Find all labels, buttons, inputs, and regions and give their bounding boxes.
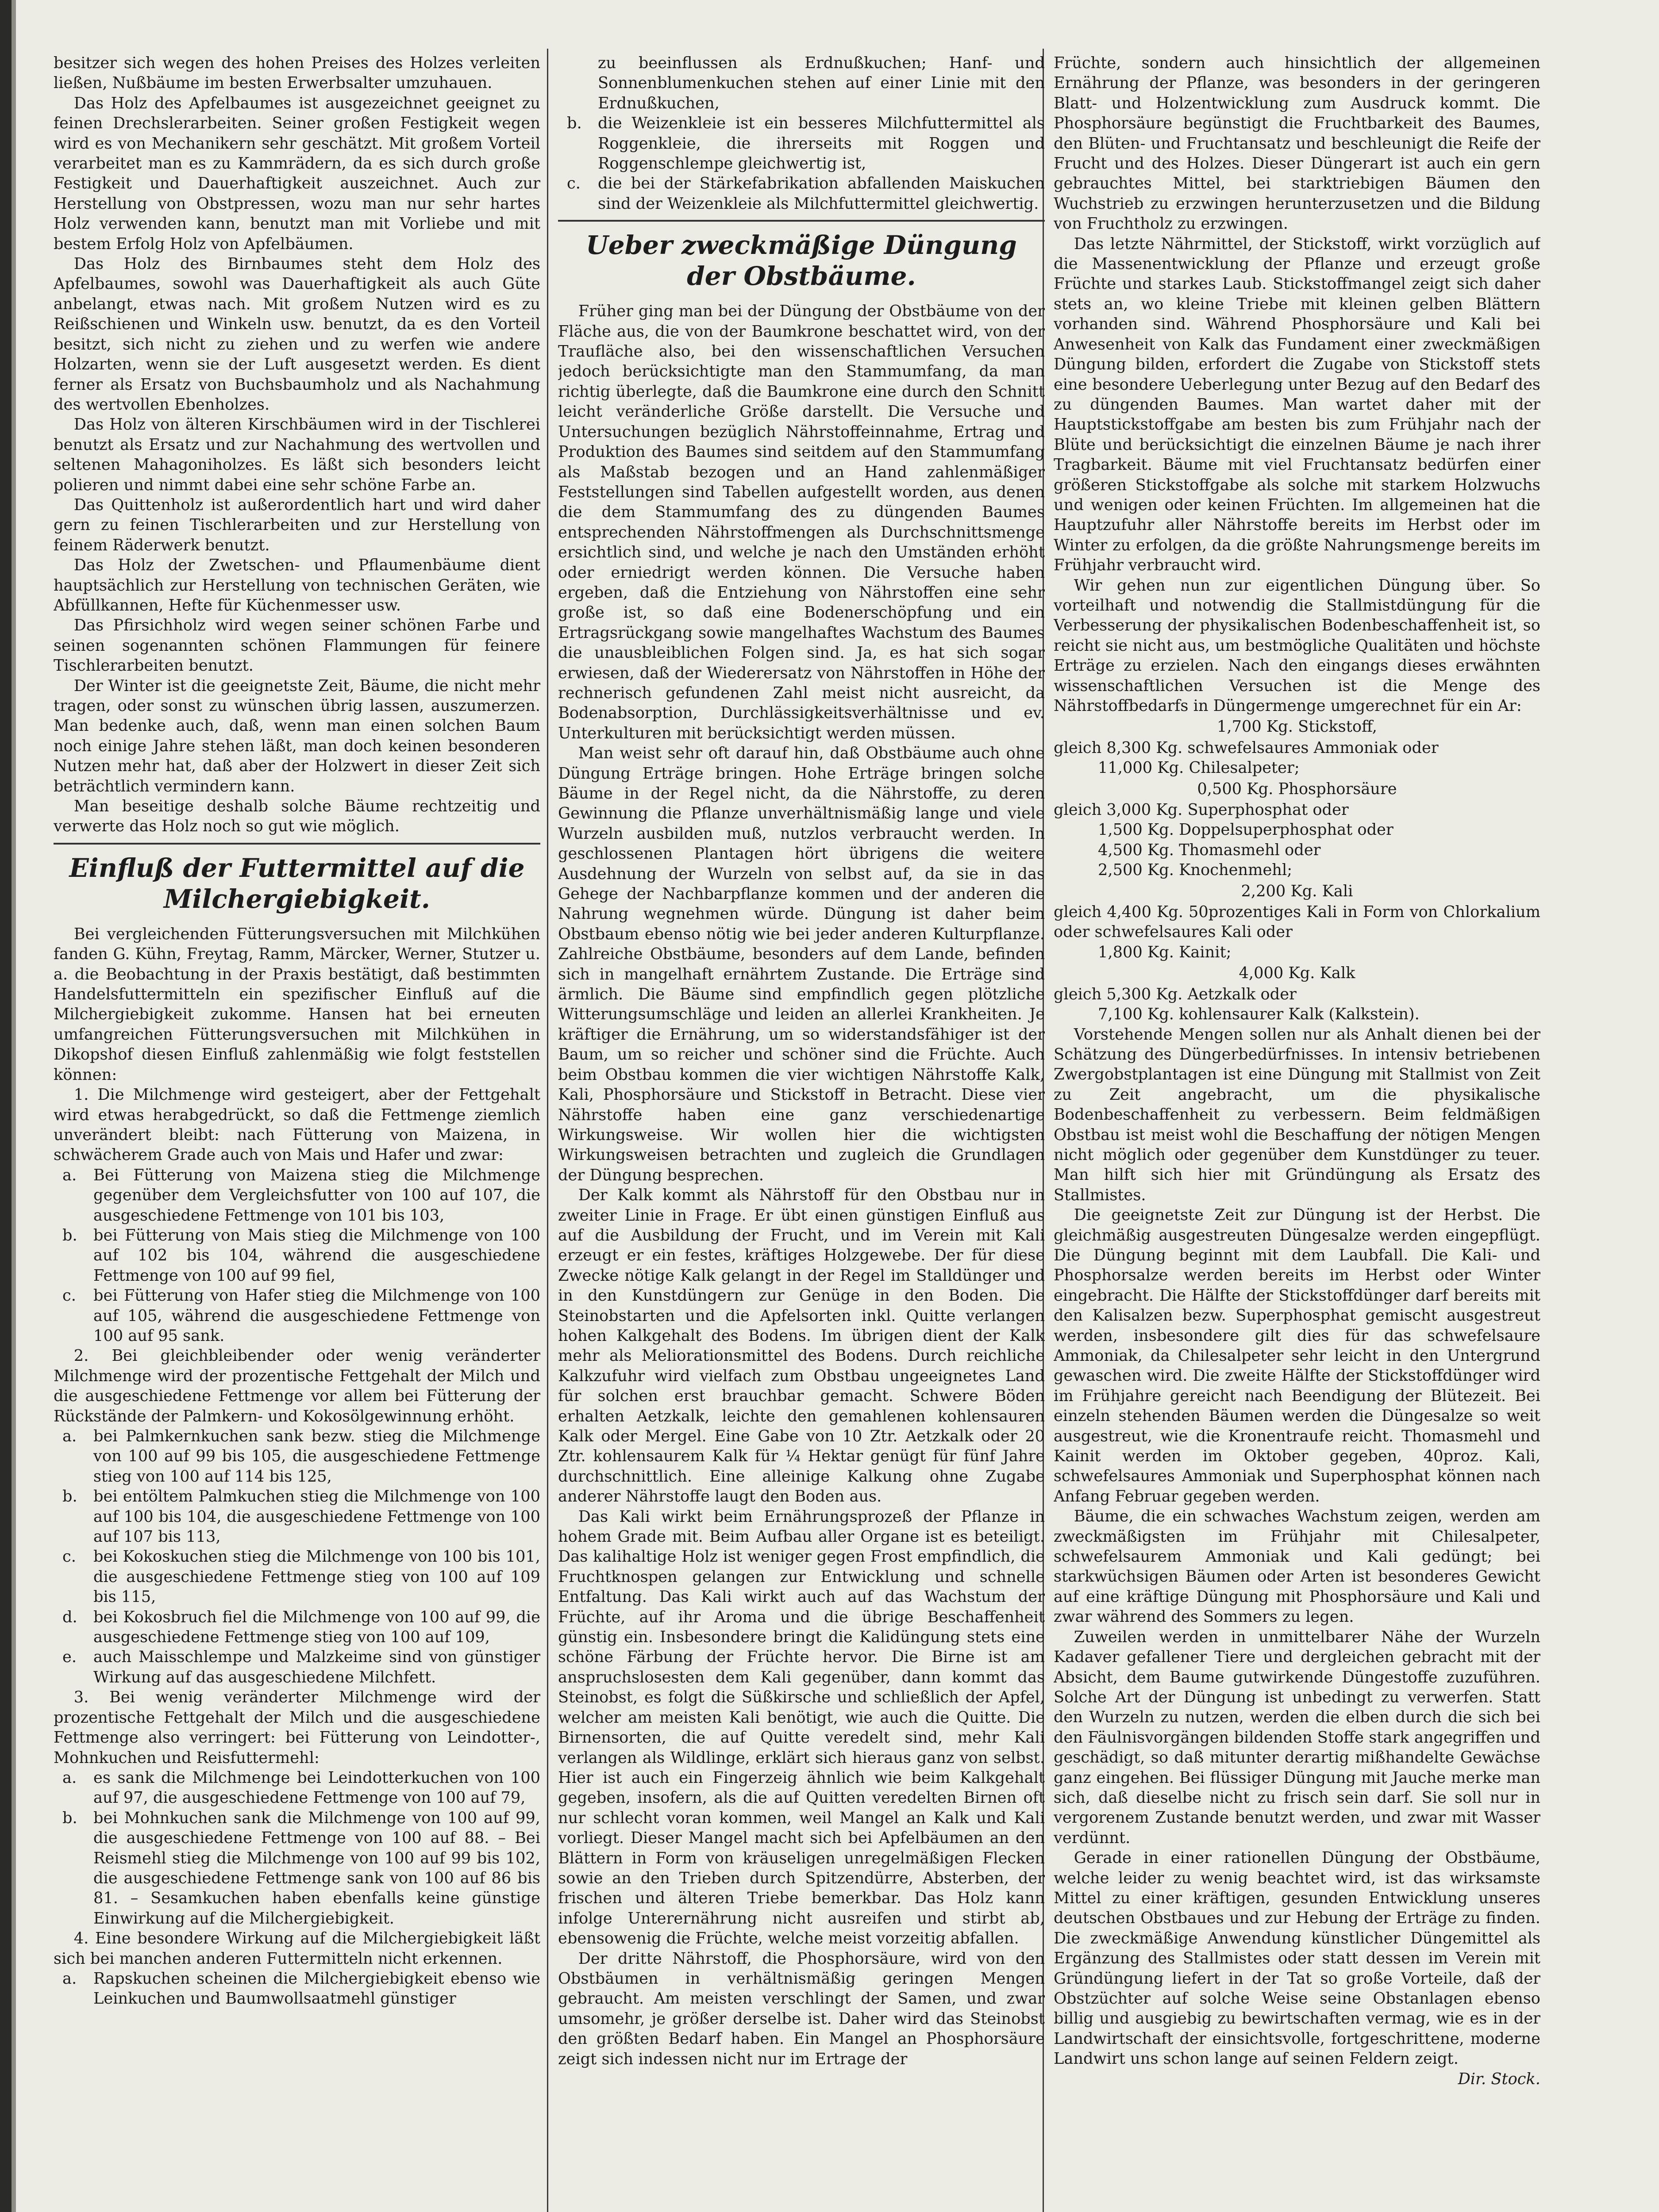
section-divider <box>558 220 1045 222</box>
list-item: e. auch Maisschlempe und Malzkeime sind von günstiger Wirkung auf das ausgeschiedene Milchfett. <box>62 1648 540 1686</box>
list-point-2 <box>54 1426 540 1687</box>
paragraph: Der Winter ist die geeignetste Zeit, Bäume, die nicht mehr tragen, oder sonst zu wünschen übrig lassen, auszumerzen. Man bedenke auch, daß, wenn man einen solchen Baum noch einige Jahre stehen läßt, man doch keinen besonderen Nutzen mehr hat, daß aber der Holzwert in dieser Zeit sich beträchtlich vermindern kann. <box>54 676 540 795</box>
list-item: b. bei Fütterung von Mais stieg die Milchmenge von 100 auf 102 bis 104, während die ausgeschiedene Fettmenge von 100 auf 99 fiel, <box>62 1226 540 1285</box>
paragraph: Bäume, die ein schwaches Wachstum zeigen, werden am zweckmäßigsten im Frühjahr mit Chilesalpeter, schwefelsaurem Ammoniak und Kali gedüngt; bei starkwüchsigen Bäumen oder Arten ist besonderes Gewicht auf eine kräftige Düngung mit Phosphorsäure und Kali und zwar während des Sommers zu legen. <box>1054 1507 1540 1626</box>
list-point-4 <box>54 1969 540 2009</box>
paragraph: Das Holz des Birnbaumes steht dem Holz des Apfelbaumes, sowohl was Dauerhaftigkeit als auch Güte anbelangt, etwas nach. Mit großem Nutzen wird es zu Reißschienen und Winkeln usw. benutzt, da es den Vorteil besitzt, sich nicht zu ziehen und zu werfen wie andere Holzarten, wenn sie der Luft ausgesetzt werden. Es dient ferner als Ersatz von Buchsbaumholz und als Nachahmung des wertvollen Ebenholzes. <box>54 255 540 414</box>
amount-line: gleich 8,300 Kg. schwefelsaures Ammoniak oder <box>1054 738 1439 757</box>
paragraph: Das Pfirsichholz wird wegen seiner schönen Farbe und seinen sogenannten schönen Flammungen für feinere Tischlerarbeiten benutzt. <box>54 616 540 675</box>
paragraph: Früher ging man bei der Düngung der Obstbäume von der Fläche aus, die von der Baumkrone beschattet wird, von der Traufläche also, bei den wissenschaftlichen Versuchen jedoch berücksichtigte man den Stammumfang, da man richtig überlegte, daß die Baumkrone eine durch den Schnitt leicht veränderliche Größe darstellt. Die Versuche und Untersuchungen bezüglich Nährstoffeinnahme, Ertrag und Produktion des Baumes sind seitdem auf den Stammumfang als Maßstab bezogen und an Hand zahlenmäßiger Feststellungen sind Tabellen aufgestellt worden, aus denen die dem Stammumfang des zu düngenden Baumes entsprechenden Nährstoffmengen als Durchschnittsmenge ersichtlich sind, und welche je nach den Umständen erhöht oder erniedrigt werden können. Die Versuche haben ergeben, daß die Entziehung von Nährstoffen eine sehr große ist, so daß eine Bodenerschöpfung und ein Ertragsrückgang sowie mangelhaftes Wachstum des Baumes die unausbleiblichen Folgen sind. Ja, es hat sich sogar erwiesen, daß der Wiederersatz von Nährstoffen in Höhe der rechnerisch gefundenen Zahl meist nicht ausreicht, da Bodenabsorption, Durchlässigkeitsverhältnisse und ev. Unterkulturen mit berücksichtigt werden müssen. <box>558 302 1045 742</box>
column-3 <box>1054 53 1540 2212</box>
list-item: c. die bei der Stärkefabrikation abfallenden Maiskuchen sind der Weizenkleie als Milchfuttermittel gleichwertig. <box>567 174 1045 213</box>
paragraph: Das Holz des Apfelbaumes ist ausgezeichnet geeignet zu feinen Drechslerarbeiten. Seiner großen Festigkeit wegen wird es von Mechanikern sehr geschätzt. Mit großem Vorteil verarbeitet man es zu Kammrädern, da es sich durch große Festigkeit und Dauerhaftigkeit auszeichnet. Auch zur Herstellung von Obstpressen, wozu man nur sehr hartes Holz verwenden kann, benutzt man mit Vorliebe und mit bestem Erfolg Holz von Apfelbäumen. <box>54 94 540 253</box>
paragraph: Der dritte Nährstoff, die Phosphorsäure, wird von den Obstbäumen in verhältnismäßig geringen Mengen gebraucht. Am meisten verschlingt der Samen, und zwar umsomehr, je größer derselbe ist. Daher wird das Steinobst den größten Bedarf haben. Ein Mangel an Phosphorsäure zeigt sich indessen nicht nur im Ertrage der <box>558 1949 1045 2068</box>
list-item: a. Rapskuchen scheinen die Milchergiebigkeit ebenso wie Leinkuchen und Baumwollsaatmehl günstiger <box>62 1969 540 2008</box>
list-item: b. die Weizenkleie ist ein besseres Milchfuttermittel als Roggenkleie, die ihrerseits mit Roggen und Roggenschlempe gleichwertig ist, <box>567 114 1045 173</box>
paragraph: Die geeignetste Zeit zur Düngung ist der Herbst. Die gleichmäßig ausgestreuten Düngesalze werden eingepflügt. Die Düngung beginnt mit dem Laubfall. Die Kali- und Phosphorsalze werden bereits im Herbst oder Winter eingebracht. Die Hälfte der Stickstoffdünger darf bereits mit den Kalisalzen bezw. Superphosphat gemischt ausgestreut werden, insbesondere gilt dies für das schwefelsaure Ammoniak, da Chilesalpeter sehr leicht in den Untergrund gewaschen wird. Die zweite Hälfte der Stickstoffdünger wird im Frühjahre gereicht nach Beendigung der Blütezeit. Bei einzeln stehenden Bäumen werden die Düngesalze so weit ausgestreut, wie die Kronentraufe reicht. Thomasmehl und Kainit werden im Oktober gegeben, 40proz. Kali, schwefelsaures Ammoniak und Superphosphat können nach Anfang Februar gegeben werden. <box>1054 1206 1540 1505</box>
amount-line: 4,500 Kg. Thomasmehl oder <box>1098 841 1321 859</box>
paragraph: Zuweilen werden in unmittelbarer Nähe der Wurzeln Kadaver gefallener Tiere und dergleichen gebracht mit der Absicht, dem Baume gutwirkende Düngestoffe zuzuführen. Solche Art der Düngung ist unbedingt zu verwerfen. Statt den Wurzeln zu nutzen, werden die elben durch die sich bei den Fäulnisvorgängen bildenden Stoffe stark angegriffen und geschädigt, so daß mitunter derartig mißhandelte Gewächse ganz eingehen. Bei flüssiger Düngung mit Jauche merke man sich, daß dieselbe nicht zu frisch sein darf. Sie soll nur in vergorenem Zustande benutzt werden, und zwar mit Wasser verdünnt. <box>1054 1628 1540 1847</box>
nutrient-heading: 1,700 Kg. Stickstoff, <box>1217 718 1377 736</box>
amount-line: 1,800 Kg. Kainit; <box>1098 943 1232 961</box>
paragraph: Bei vergleichenden Fütterungsversuchen mit Milchkühen fanden G. Kühn, Freytag, Ramm, Märcker, Werner, Stutzer u. a. die Beobachtung in der Praxis bestätigt, daß bestimmten Handelsfuttermitteln ein spezifischer Einfluß auf die Milchergiebigkeit zukomme. Hansen hat bei erneuten umfangreichen Fütterungsversuchen mit Milchkühen in Dikopshof diesen Einfluß zahlenmäßig wie folgt feststellen können: <box>54 925 540 1084</box>
list-point-3 <box>54 1768 540 1928</box>
paragraph: besitzer sich wegen des hohen Preises des Holzes verleiten ließen, Nußbäume im besten Erwerbsalter umzuhauen. <box>54 54 540 92</box>
column-1 <box>54 53 540 2212</box>
list-item: c. bei Fütterung von Hafer stieg die Milchmenge von 100 auf 105, während die ausgeschiedene Fettmenge von 100 auf 95 sank. <box>62 1286 540 1345</box>
article-heading-duengung: Ueber zweckmäßige Düngung der Obstbäume. <box>586 230 1017 292</box>
paragraph: Gerade in einer rationellen Düngung der Obstbäume, welche leider zu wenig beachtet wird, ist das wirksamste Mittel zu einer kräftigen, gesunden Entwicklung unseres deutschen Obstbaues und zur Hebung der Erträge zu finden. Die zweckmäßige Anwendung künstlicher Düngemittel als Ergänzung des Stallmistes oder statt dessen im Verein mit Gründüngung liefert in der Tat so große Vorteile, daß der Obstzüchter auf solche Weise seine Obstanlagen ebenso billig und ausgiebig zu bewirtschaften vermag, wie es in der Landwirtschaft der einsichtsvolle, fortgeschrittene, moderne Landwirt uns schon lange auf seinen Feldern zeigt. <box>1054 1849 1540 2068</box>
amount-line: gleich 3,000 Kg. Superphosphat oder <box>1054 801 1349 819</box>
amount-line: 2,500 Kg. Knochenmehl; <box>1098 861 1293 879</box>
paragraph: 3. Bei wenig veränderter Milchmenge wird der prozentische Fettgehalt der Milch und die ausgeschiedene Fettmenge also verringert: bei Fütterung von Leindotter-, Mohnkuchen und Reisfuttermehl: <box>54 1688 540 1767</box>
list-point-1 <box>54 1165 540 1346</box>
nutrient-heading: 0,500 Kg. Phosphorsäure <box>1197 780 1397 798</box>
author-signature: Dir. Stock. <box>1458 2070 1540 2088</box>
paragraph: Das letzte Nährmittel, der Stickstoff, wirkt vorzüglich auf die Massenentwicklung der Pflanze und erzeugt große Früchte und starkes Laub. Stickstoffmangel zeigt sich daher stets an, wo kleine Triebe mit kleinen gelben Blättern vorhanden sind. Während Phosphorsäure und Kali bei Anwesenheit von Kalk das Fundament einer zweckmäßigen Düngung bilden, erfordert die Zugabe von Stickstoff stets eine besondere Ueberlegung unter Bezug auf den Bedarf des zu düngenden Baumes. Man wartet daher mit der Hauptstickstoffgabe am besten bis zum Frühjahr nach der Blüte und berücksichtigt die einzelnen Bäume je nach ihrer Tragbarkeit. Bäume mit viel Fruchtansatz bedürfen einer größeren Stickstoffgabe als solche mit starkem Holzwuchs und wenigen oder keinen Früchten. Im allgemeinen hat die Hauptzufuhr aller Nährstoffe bereits im Herbst oder im Winter zu erfolgen, da die größte Nahrungsmenge bereits im Frühjahr verbraucht wird. <box>1054 234 1540 575</box>
wood-article-continuation <box>54 53 540 837</box>
amount-line: 1,500 Kg. Doppelsuperphosphat oder <box>1098 821 1393 839</box>
book-spine-shadow <box>0 0 12 2212</box>
amount-line: 7,100 Kg. kohlensaurer Kalk (Kalkstein). <box>1098 1005 1420 1024</box>
paragraph: Das Kali wirkt beim Ernährungsprozeß der Pflanze in hohem Grade mit. Beim Aufbau aller Organe ist es beteiligt. Das kalihaltige Holz ist weniger gegen Frost empfindlich, die Fruchtknospen gelangen zur Entwicklung und schnelle Entfaltung. Das Kali wirkt auch auf das Wachstum der Früchte, auf ihr Aroma und die übrige Beschaffenheit günstig ein. Insbesondere bringt die Kalidüngung stets eine schöne Färbung der Früchte hervor. Die Birne ist am anspruchslosesten dem Kali gegenüber, dann kommt das Steinobst, es folgt die Süßkirsche und schließlich der Apfel, welcher am meisten Kali benötigt, wie auch die Quitte. Die Birnensorten, die auf Quitte veredelt sind, mehr Kali verlangen als Wildlinge, erklärt sich hieraus ganz von selbst. Hier ist auch ein Fingerzeig ähnlich wie beim Kalkgehalt gegeben, insofern, als die auf Quitten veredelten Birnen oft nur schlecht voran kommen, weil Mangel an Kalk und Kali vorliegt. Dieser Mangel macht sich bei Apfelbäumen an den Blättern in Form von kräuseligen unregelmäßigen Flecken sowie an den Trieben durch Spitzendürre, Absterben, der frischen und älteren Triebe bemerkbar. Das Holz kann infolge Unterernährung nicht ausreifen und stirbt ab, ebensowenig die Früchte, welche meist vorzeitig abfallen. <box>558 1507 1045 1948</box>
list-item: a. bei Palmkernkuchen sank bezw. stieg die Milchmenge von 100 auf 99 bis 105, die ausgeschiedene Fettmenge stieg von 100 auf 114 bis 125, <box>62 1427 540 1486</box>
list-item: b. bei entöltem Palmkuchen stieg die Milchmenge von 100 auf 100 bis 104, die ausgeschiedene Fettmenge von 100 auf 107 bis 113, <box>62 1487 540 1546</box>
amount-line: 11,000 Kg. Chilesalpeter; <box>1098 759 1300 777</box>
nutrient-heading: 2,200 Kg. Kali <box>1241 882 1353 900</box>
list-item: d. bei Kokosbruch fiel die Milchmenge von 100 auf 99, die ausgeschiedene Fettmenge stieg von 100 auf 109, <box>62 1608 540 1647</box>
fertilizer-amounts-table <box>1054 717 1540 1024</box>
paragraph: Wir gehen nun zur eigentlichen Düngung über. So vorteilhaft und notwendig die Stallmistdüngung für die Verbesserung der physikalischen Bodenbeschaffenheit ist, so reicht sie nicht aus, um bestmögliche Qualitäten und höchste Erträge zu erzielen. Nach den eingangs dieses erwähnten wissenschaftlichen Versuchen ist die Menge des Nährstoffbedarfs in Düngermenge umgerechnet für ein Ar: <box>1054 576 1540 715</box>
paragraph: 2. Bei gleichbleibender oder wenig veränderter Milchmenge wird der prozentische Fettgehalt der Milch und die ausgeschiedene Fettmenge vor allem bei Fütterung der Rückstände der Palmkern- und Kokosölgewinnung erhöht. <box>54 1347 540 1425</box>
book-spine-edge <box>12 0 16 2212</box>
paragraph: Man beseitige deshalb solche Bäume rechtzeitig und verwerte das Holz noch so gut wie möglich. <box>54 797 540 836</box>
paragraph: 1. Die Milchmenge wird gesteigert, aber der Fettgehalt wird etwas herabgedrückt, so daß die Fettmenge ziemlich unverändert bleibt: nach Fütterung von Maizena, in schwächerem Grade auch von Mais und Hafer und zwar: <box>54 1086 540 1164</box>
list-item: a. Bei Fütterung von Maizena stieg die Milchmenge gegenüber dem Vergleichsfutter von 100 auf 107, die ausgeschiedene Fettmenge von 101 bis 103, <box>62 1166 540 1225</box>
paragraph: Der Kalk kommt als Nährstoff für den Obstbau nur in zweiter Linie in Frage. Er übt einen günstigen Einfluß aus auf die Ausbildung der Frucht, und im Verein mit Kali erzeugt er ein festes, kräftiges Holzgewebe. Der für diese Zwecke nötige Kalk gelangt in der Regel im Stalldünger und in den Kunstdüngern zur Genüge in den Boden. Die Steinobstarten und die Apfelsorten inkl. Quitte verlangen hohen Kalkgehalt des Bodens. Im übrigen dient der Kalk mehr als Meliorationsmittel des Bodens. Durch reichliche Kalkzufuhr wird vielfach zum Obstbau ungeeignetes Land für solchen erst brauchbar gemacht. Schwere Böden erhalten Aetzkalk, leichte den gemahlenen kohlensauren Kalk oder Mergel. Eine Gabe von 10 Ztr. Aetzkalk oder 20 Ztr. kohlensaurem Kalk für ¼ Hektar genügt für fünf Jahre durchschnittlich. Eine alleinige Kalkung ohne Zugabe anderer Nährstoffe laugt den Boden aus. <box>558 1186 1045 1506</box>
paragraph: 4. Eine besondere Wirkung auf die Milchergiebigkeit läßt sich bei manchen anderen Futtermitteln nicht erkennen. <box>54 1929 540 1968</box>
nutrient-heading: 4,000 Kg. Kalk <box>1239 964 1355 983</box>
list-item: zu beeinflussen als Erdnußkuchen; Hanf- und Sonnenblumenkuchen stehen auf einer Linie mit den Erdnußkuchen, <box>598 54 1045 112</box>
list-item: c. bei Kokoskuchen stieg die Milchmenge von 100 bis 101, die ausgeschiedene Fettmenge stieg von 100 auf 109 bis 115, <box>62 1548 540 1606</box>
article-heading-futtermittel: Einfluß der Futtermittel auf die Milchergiebigkeit. <box>69 853 525 914</box>
column-2 <box>558 53 1045 2212</box>
paragraph: Das Quittenholz ist außerordentlich hart und wird daher gern zu feinen Tischlerarbeiten und zur Herstellung von feinem Räderwerk benutzt. <box>54 495 540 554</box>
amount-line: gleich 5,300 Kg. Aetzkalk oder <box>1054 985 1297 1003</box>
paragraph: Vorstehende Mengen sollen nur als Anhalt dienen bei der Schätzung des Düngerbedürfnisses. In intensiv betriebenen Zwergobstplantagen ist eine Düngung mit Stallmist von Zeit zu Zeit angebracht, um die physikalische Bodenbeschaffenheit zu verbessern. Beim feldmäßigen Obstbau ist meist wohl die Beschaffung der nötigen Mengen nicht möglich oder gegenüber dem Kunstdünger zu teuer. Man hilft sich hier mit Gründüngung als Ersatz des Stallmistes. <box>1054 1025 1540 1204</box>
newspaper-page <box>16 0 1659 2212</box>
list-item: a. es sank die Milchmenge bei Leindotterkuchen von 100 auf 97, die ausgeschiedene Fettmenge von 100 auf 79, <box>62 1768 540 1807</box>
paragraph: Das Holz von älteren Kirschbäumen wird in der Tischlerei benutzt als Ersatz und zur Nachahmung des wertvollen und seltenen Mahagoniholzes. Es läßt sich besonders leicht polieren und nimmt dabei eine sehr schöne Farbe an. <box>54 415 540 494</box>
paragraph: Man weist sehr oft darauf hin, daß Obstbäume auch ohne Düngung Erträge bringen. Hohe Erträge bringen solche Bäume in der Regel nicht, da die Nährstoffe, zu deren Gewinnung die Pflanze unverhältnismäßig lange und viele Wurzeln ausbilden muß, nutzlos verbraucht werden. In geschlossenen Plantagen hört übrigens die weitere Ausdehnung der Wurzeln von selbst auf, da sie in das Gehege der Nachbarpflanze kommen und der anderen die Nahrung wegnehmen würde. Düngung ist daher beim Obstbaum ebenso nötig wie bei jeder anderen Kulturpflanze. Zahlreiche Obstbäume, besonders auf dem Lande, befinden sich in mangelhaft ernährtem Zustande. Die Erträge sind ärmlich. Die Bäume sind empfindlich gegen plötzliche Witterungsumschläge und leiden an allerlei Krankheiten. Je kräftiger die Ernährung, um so widerstandsfähiger ist der Baum, um so reicher und schöner sind die Früchte. Auch beim Obstbau kommen die vier wichtigen Nährstoffe Kalk, Kali, Phosphorsäure und Stickstoff in Betracht. Diese vier Nährstoffe haben eine ganz verschiedenartige Wirkungsweise. Wir wollen hier die wichtigsten Wirkungsweisen betrachten und zugleich die Grundlagen der Düngung besprechen. <box>558 744 1045 1184</box>
amount-line: gleich 4,400 Kg. 50prozentiges Kali in Form von Chlorkalium oder schwefelsaures Kali oder <box>1054 903 1540 941</box>
list-item: b. bei Mohnkuchen sank die Milchmenge von 100 auf 99, die ausgeschiedene Fettmenge von 100 auf 88. – Bei Reismehl stieg die Milchmenge von 100 auf 99 bis 102, die ausgeschiedene Fettmenge sank von 100 auf 86 bis 81. – Sesamkuchen haben ebenfalls keine günstige Einwirkung auf die Milchergiebigkeit. <box>62 1809 540 1928</box>
paragraph: Das Holz der Zwetschen- und Pflaumenbäume dient hauptsächlich zur Herstellung von technischen Geräten, wie Abfüllkannen, Hefte für Küchenmesser usw. <box>54 556 540 614</box>
section-divider <box>54 843 540 845</box>
column-rule-left <box>547 49 548 2212</box>
list-point-4-continued <box>558 53 1045 214</box>
paragraph: Früchte, sondern auch hinsichtlich der allgemeinen Ernährung der Pflanze, was besonders in der geringeren Blatt- und Holzentwicklung zum Ausdruck kommt. Die Phosphorsäure begünstigt die Fruchtbarkeit des Baumes, den Blüten- und Fruchtansatz und beschleunigt die Reife der Frucht und des Holzes. Dieser Düngerart ist auch ein gern gebrauchtes Mittel, bei starktriebigen Bäumen den Wuchstrieb zu erzwingen herunterzusetzen und die Bildung von Fruchtholz zu erzwingen. <box>1054 54 1540 233</box>
